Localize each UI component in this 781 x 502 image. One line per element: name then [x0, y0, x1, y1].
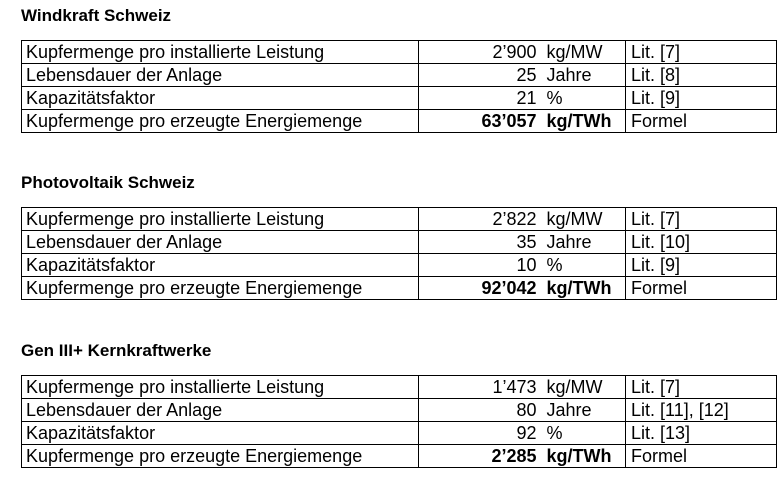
row-unit: Jahre: [545, 231, 626, 254]
row-label: Kapazitätsfaktor: [22, 422, 419, 445]
row-value: 35: [419, 231, 545, 254]
row-value: 63’057: [419, 110, 545, 133]
table-row-result: [22, 277, 777, 300]
row-unit: kg/TWh: [545, 445, 626, 468]
row-unit: kg/MW: [545, 41, 626, 64]
table-row: [22, 87, 777, 110]
row-label: Kupfermenge pro installierte Leistung: [22, 41, 419, 64]
table-row: [22, 376, 777, 399]
data-table: [21, 40, 777, 133]
row-value: 80: [419, 399, 545, 422]
row-value: 2’900: [419, 41, 545, 64]
table-row: [22, 41, 777, 64]
row-label: Kupfermenge pro erzeugte Energiemenge: [22, 110, 419, 133]
row-label: Kupfermenge pro installierte Leistung: [22, 208, 419, 231]
row-value: 2’822: [419, 208, 545, 231]
row-value: 92: [419, 422, 545, 445]
row-source: Lit. [9]: [626, 254, 777, 277]
row-label: Lebensdauer der Anlage: [22, 64, 419, 87]
section-windkraft: [21, 6, 776, 131]
section-title: Windkraft Schweiz: [21, 6, 172, 25]
row-label: Kupfermenge pro erzeugte Energiemenge: [22, 445, 419, 468]
row-value: 21: [419, 87, 545, 110]
row-value: 25: [419, 64, 545, 87]
section-photovoltaik: [21, 173, 776, 298]
data-table: [21, 207, 777, 300]
row-source: Lit. [7]: [626, 376, 777, 399]
data-table: [21, 375, 777, 468]
row-unit: kg/MW: [545, 376, 626, 399]
row-unit: kg/MW: [545, 208, 626, 231]
row-source: Formel: [626, 110, 777, 133]
row-label: Kupfermenge pro erzeugte Energiemenge: [22, 277, 419, 300]
row-unit: kg/TWh: [545, 110, 626, 133]
table-row-result: [22, 110, 777, 133]
row-label: Lebensdauer der Anlage: [22, 399, 419, 422]
row-source: Lit. [8]: [626, 64, 777, 87]
table-row: [22, 399, 777, 422]
section-title: Photovoltaik Schweiz: [21, 173, 195, 192]
row-unit: %: [545, 422, 626, 445]
row-value: 1’473: [419, 376, 545, 399]
row-source: Lit. [7]: [626, 41, 777, 64]
row-value: 10: [419, 254, 545, 277]
row-label: Kupfermenge pro installierte Leistung: [22, 376, 419, 399]
row-unit: %: [545, 254, 626, 277]
table-row: [22, 422, 777, 445]
row-label: Kapazitätsfaktor: [22, 254, 419, 277]
table-row: [22, 208, 777, 231]
row-source: Lit. [9]: [626, 87, 777, 110]
row-source: Lit. [13]: [626, 422, 777, 445]
row-value: 92’042: [419, 277, 545, 300]
row-unit: kg/TWh: [545, 277, 626, 300]
row-unit: Jahre: [545, 64, 626, 87]
table-row: [22, 254, 777, 277]
row-source: Lit. [10]: [626, 231, 777, 254]
table-row: [22, 231, 777, 254]
section-title: Gen III+ Kernkraftwerke: [21, 341, 212, 360]
row-label: Lebensdauer der Anlage: [22, 231, 419, 254]
section-kernkraft: [21, 341, 776, 466]
row-source: Lit. [7]: [626, 208, 777, 231]
row-source: Formel: [626, 445, 777, 468]
row-value: 2’285: [419, 445, 545, 468]
row-unit: %: [545, 87, 626, 110]
row-source: Lit. [11], [12]: [626, 399, 777, 422]
row-source: Formel: [626, 277, 777, 300]
table-row-result: [22, 445, 777, 468]
row-label: Kapazitätsfaktor: [22, 87, 419, 110]
table-row: [22, 64, 777, 87]
row-unit: Jahre: [545, 399, 626, 422]
